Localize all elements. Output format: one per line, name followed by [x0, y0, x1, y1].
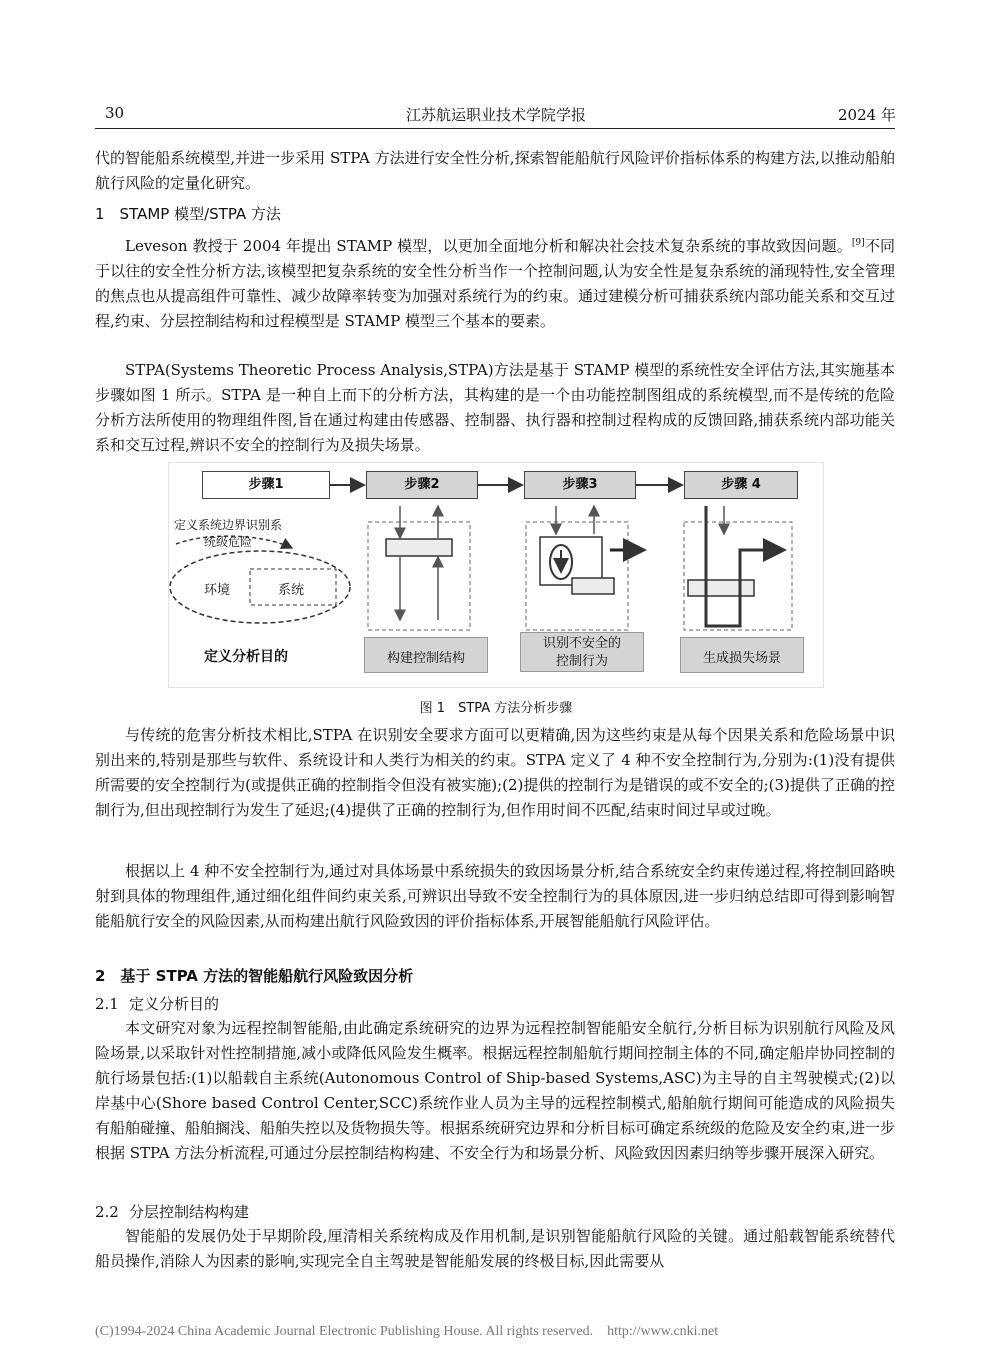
identify-unsafe-box: [520, 632, 644, 672]
paragraph-stpa: STPA(Systems Theoretic Process Analysis,STPA)方法是基于 STAMP 模型的系统性安全评估方法,其实施基本步骤如图 1 所示。STPA 是一种自上而下的分析方法，其构建的是一个由功能控制图组成的系统模型,而不是传统的危险分析方法所使用的物理组件图,旨在通过构建由传感器、控制器、执行器和控制过程构成的反馈回路,捕获系统内部功能关系和交互过程,辨识不安全的控制行为及损失场景。: [95, 361, 895, 454]
copyright-footer: (C)1994-2024 China Academic Journal Electronic Publishing House. All rights reserved. http://www.cnki.net: [95, 1324, 719, 1339]
step-3-box: 步骤3: [524, 471, 636, 499]
figure-stpa-steps: [168, 462, 824, 688]
step-4-box: 步骤 4: [684, 471, 798, 499]
section-1-title: 1 STAMP 模型/STPA 方法: [95, 205, 281, 223]
paragraph-stamp-part2: 不同于以往的安全性分析方法,该模型把复杂系统的安全性分析当作一个控制问题,认为安全性是复杂系统的涌现特性,安全管理的焦点也从提高组件可靠性、减少故障率转变为加强对系统行为的约束。通过建模分析可捕获系统内部功能关系和交互过程,约束、分层控制结构和过程模型是 STAMP 模型三个基本的要素。: [95, 237, 895, 330]
paragraph-control-structure: 智能船的发展仍处于早期阶段,厘清相关系统构成及作用机制,是识别智能船航行风险的关键。通过船载智能系统替代船员操作,消除人为因素的影响,实现完全自主驾驶是智能船发展的终极目标,因此需要从: [95, 1227, 895, 1270]
paragraph-stamp-part1: Leveson 教授于 2004 年提出 STAMP 模型，以更加全面地分析和解决社会技术复杂系统的事故致因问题。: [125, 237, 852, 255]
subsection-2-1-title: [95, 993, 219, 1014]
identify-unsafe-label-2: 控制行为: [555, 654, 608, 669]
build-control-label: 构建控制结构: [386, 651, 465, 666]
subsection-2-1-text: 定义分析目的: [129, 995, 220, 1013]
reference-9[interactable]: [9]: [851, 238, 865, 248]
build-control-box: [364, 637, 488, 673]
journal-year: 2024 年: [838, 106, 896, 124]
intro-paragraph: 代的智能船系统模型,并进一步采用 STPA 方法进行安全性分析,探索智能船航行风险评价指标体系的构建方法,以推动船舶航行风险的定量化研究。: [95, 149, 895, 192]
subsection-2-2-text: 分层控制结构构建: [129, 1203, 250, 1221]
page-number: 30: [105, 104, 125, 122]
system-label: 系统: [278, 583, 305, 598]
subsection-2-1-number: 2.1: [95, 995, 119, 1013]
paragraph-stamp: [95, 231, 895, 334]
environment-label: 环境: [204, 583, 231, 598]
section-2-title: 2 基于 STPA 方法的智能船航行风险致因分析: [95, 967, 414, 985]
subsection-2-2-title: [95, 1201, 249, 1222]
define-purpose-label: 定义分析目的: [204, 649, 288, 665]
step-2-box: 步骤2: [366, 471, 478, 499]
header-rule: [95, 128, 895, 129]
boundary-label: 定义系统边界识别系: [174, 518, 283, 532]
journal-name: 江苏航运职业技术学院学报: [405, 106, 586, 124]
step-1-box: 步骤1: [202, 471, 330, 499]
paragraph-analysis-purpose: 本文研究对象为远程控制智能船,由此确定系统研究的边界为远程控制智能船安全航行,分析目标为识别航行风险及风险场景,以采取针对性控制措施,减小或降低风险发生概率。根据远程控制船航行期间控制主体的不同,确定船岸协同控制的航行场景包括:(1)以船载自主系统(Autonomous Control of Ship-based Systems,ASC)为主导的自主驾驶模式;(2)以岸基中心(Shore based Control Center,SCC)系统作业人员为主导的远程控制模式,船舶航行期间可能造成的风险损失有船舶碰撞、船舶搁浅、船舶失控以及货物损失等。根据系统研究边界和分析目标可确定系统级的危险及安全约束,进一步根据 STPA 方法分析流程,可通过分层控制结构构建、不安全行为和场景分析、风险致因因素归纳等步骤开展深入研究。: [95, 1019, 895, 1162]
hazard-label: 统级危险: [204, 535, 253, 549]
identify-unsafe-label-1: 识别不安全的: [542, 636, 621, 651]
figure-caption: 图 1 STPA 方法分析步骤: [419, 701, 573, 716]
paragraph-causes: 根据以上 4 种不安全控制行为,通过对具体场景中系统损失的致因场景分析,结合系统安全约束传递过程,将控制回路映射到具体的物理组件,通过细化组件间约束关系,可辨识出导致不安全控制行为的具体原因,进一步归纳总结即可得到影响智能船航行安全的风险因素,从而构建出航行风险致因的评价指标体系,开展智能船航行风险评估。: [95, 862, 895, 930]
subsection-2-2-number: 2.2: [95, 1203, 119, 1221]
loss-scenario-label: 生成损失场景: [702, 651, 781, 666]
paragraph-unsafe-actions: 与传统的危害分析技术相比,STPA 在识别安全要求方面可以更精确,因为这些约束是从每个因果关系和危险场景中识别出来的,特别是那些与软件、系统设计和人类行为相关的约束。STPA 定义了 4 种不安全控制行为,分别为:(1)没有提供所需要的安全控制行为(或提供正确的控制指令但没有被实施);(2)提供的控制行为是错误的或不安全的;(3)提供了正确的控制行为,但出现控制行为发生了延迟;(4)提供了正确的控制行为,但作用时间不匹配,结束时间过早或过晚。: [95, 726, 895, 819]
loss-scenario-box: [680, 637, 804, 673]
